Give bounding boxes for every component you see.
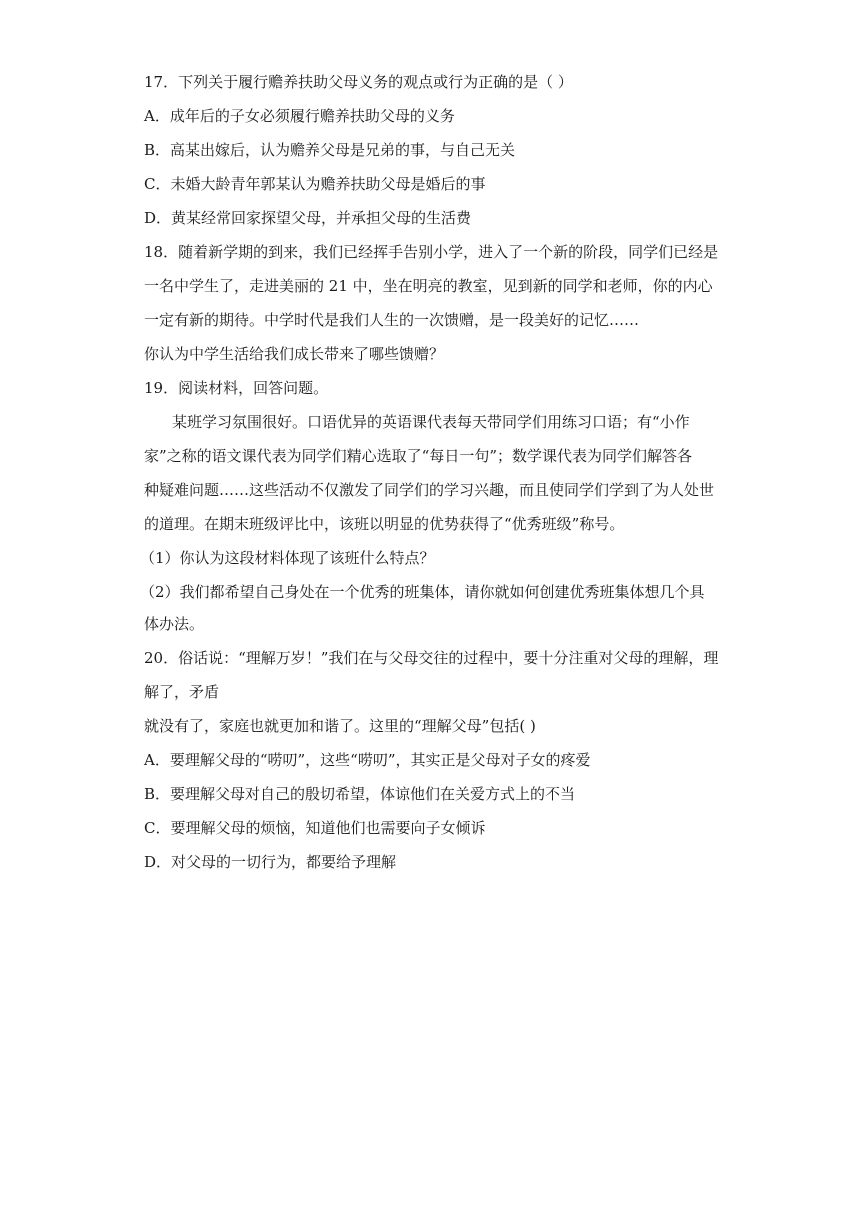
question-18-prompt: 你认为中学生活给我们成长带来了哪些馈赠？: [144, 345, 445, 363]
question-17-option-d: D．黄某经常回家探望父母，并承担父母的生活费: [144, 209, 472, 227]
question-20-stem: 20．俗话说：“理解万岁！”我们在与父母交往的过程中，要十分注重对父母的理解，理: [144, 649, 719, 667]
question-19-stem: 19．阅读材料，回答问题。: [144, 379, 329, 397]
question-20-option-b: B．要理解父母对自己的殷切希望，体谅他们在关爱方式上的不当: [144, 785, 576, 803]
question-20-stem-cont: 就没有了，家庭也就更加和谐了。这里的“理解父母”包括( ): [144, 717, 536, 735]
question-20-option-d: D．对父母的一切行为，都要给予理解: [144, 853, 397, 871]
question-19-sub-1: （1）你认为这段材料体现了该班什么特点？: [140, 549, 435, 567]
question-18-line: 一名中学生了，走进美丽的 21 中，坐在明亮的教室，见到新的同学和老师，你的内心: [144, 277, 713, 295]
question-20-option-c: C．要理解父母的烦恼，知道他们也需要向子女倾诉: [144, 819, 486, 837]
question-20-stem-cont: 解了，矛盾: [144, 683, 220, 701]
question-19-material-line: 家”之称的语文课代表为同学们精心选取了“每日一句”；数学课代表为同学们解答各: [144, 447, 693, 465]
question-17-option-b: B．高某出嫁后，认为赡养父母是兄弟的事，与自己无关: [144, 141, 516, 159]
question-19-material-line: 种疑难问题……这些活动不仅激发了同学们的学习兴趣，而且使同学们学到了为人处世: [144, 481, 715, 499]
question-18-line: 一定有新的期待。中学时代是我们人生的一次馈赠，是一段美好的记忆……: [144, 311, 640, 329]
question-17-option-c: C．未婚大龄青年郭某认为赡养扶助父母是婚后的事: [144, 175, 486, 193]
question-19-material-line: 某班学习氛围很好。口语优异的英语课代表每天带同学们用练习口语；有“小作: [172, 413, 690, 431]
question-19-sub-2: （2）我们都希望自己身处在一个优秀的班集体，请你就如何创建优秀班集体想几个具: [140, 583, 705, 601]
question-19-sub-2-cont: 体办法。: [144, 615, 205, 633]
question-17-stem: 17．下列关于履行赡养扶助父母义务的观点或行为正确的是（ ）: [144, 73, 573, 91]
question-19-material-line: 的道理。在期末班级评比中，该班以明显的优势获得了“优秀班级”称号。: [144, 515, 625, 533]
question-20-option-a: A．要理解父母的“唠叨”，这些“唠叨”，其实正是父母对子女的疼爱: [144, 751, 591, 769]
question-17-option-a: A．成年后的子女必须履行赡养扶助父母的义务: [144, 107, 455, 125]
question-18-line: 18．随着新学期的到来，我们已经挥手告别小学，进入了一个新的阶段，同学们已经是: [144, 243, 719, 261]
